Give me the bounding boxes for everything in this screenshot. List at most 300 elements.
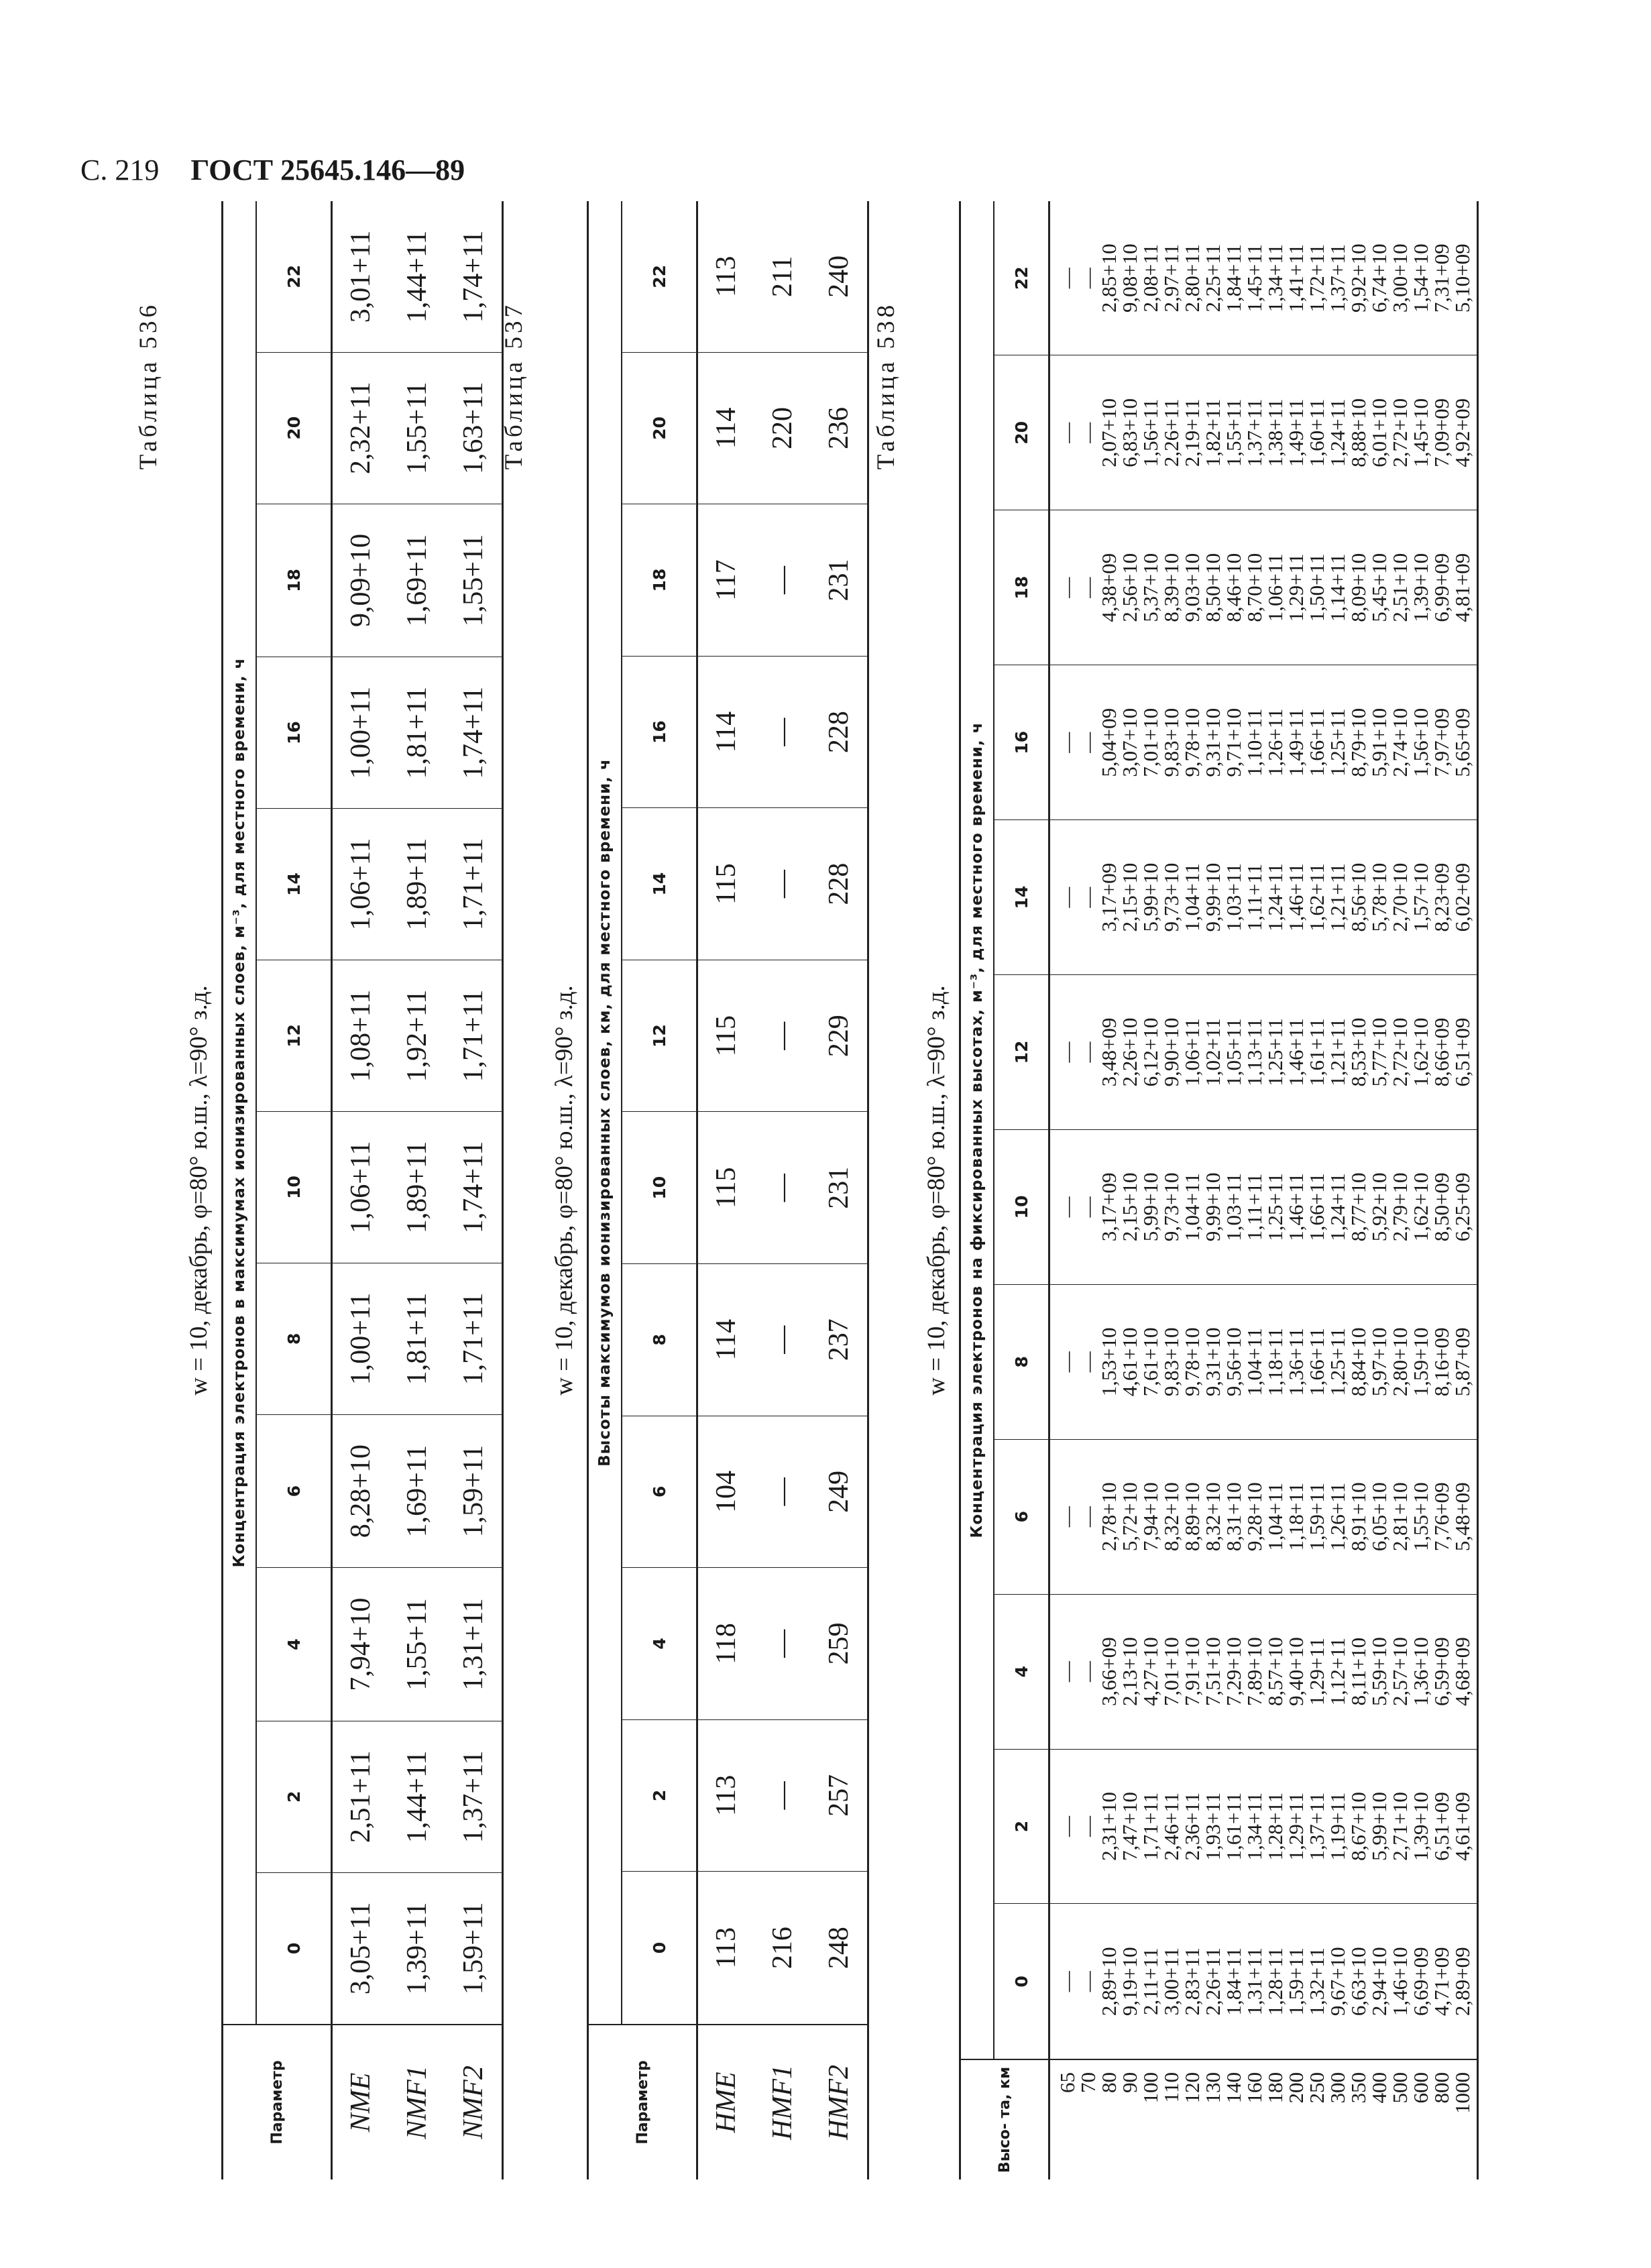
height-column — [1049, 2059, 1478, 2179]
hour-header: 10 — [256, 1111, 332, 1263]
hour-header: 6 — [622, 1416, 697, 1568]
value-cell: 2,26+11 — [1159, 398, 1183, 467]
value-cell: 1,71+11 — [445, 960, 503, 1112]
value-cell: 9,99+10 — [1201, 1172, 1225, 1242]
value-cell: 1,89+11 — [389, 809, 445, 960]
hour-header: 10 — [994, 1129, 1049, 1284]
hour-header: 2 — [256, 1721, 332, 1872]
value-cell: 1,82+11 — [1201, 398, 1225, 467]
value-column — [1049, 201, 1478, 355]
value-cell: 1,24+11 — [1326, 398, 1349, 467]
hour-header: 8 — [256, 1263, 332, 1414]
table-538 — [959, 201, 1479, 2179]
value-cell: 2,56+10 — [1118, 553, 1141, 622]
value-cell: 5,78+10 — [1367, 862, 1391, 932]
hour-header: 6 — [994, 1439, 1049, 1594]
value-cell: 1,14+11 — [1326, 553, 1349, 622]
hour-header: 22 — [994, 201, 1049, 355]
value-cell: 1,31+11 — [1243, 1947, 1266, 2016]
height-value: 160 — [1243, 2072, 1266, 2104]
value-cell: 9,73+10 — [1159, 1172, 1183, 1242]
value-cell: 2,31+10 — [1097, 1792, 1121, 1861]
value-cell: 1,19+11 — [1326, 1792, 1349, 1861]
value-cell: 114 — [697, 656, 755, 808]
value-cell: 1,18+11 — [1284, 1482, 1308, 1551]
value-cell: 1,37+11 — [1305, 1792, 1328, 1861]
value-cell: 1,92+11 — [389, 960, 445, 1112]
value-cell: 1,46+10 — [1388, 1947, 1412, 2017]
table-537-hour-row — [622, 201, 697, 2179]
table-538-group-header: Концентрация электронов на фиксированных высотах, м⁻³, для местного времени, ч — [960, 201, 994, 2059]
param-name: NMF2 — [445, 2025, 503, 2179]
value-cell: 2,70+10 — [1388, 862, 1412, 932]
value-cell: 8,89+10 — [1180, 1482, 1204, 1552]
hour-header: 8 — [994, 1284, 1049, 1439]
value-cell: 6,69+09 — [1409, 1947, 1432, 2017]
value-cell: 5,99+10 — [1367, 1792, 1391, 1861]
value-cell: 1,74+11 — [445, 1111, 503, 1263]
hour-header: 22 — [256, 201, 332, 352]
value-cell: 8,77+10 — [1347, 1172, 1370, 1242]
height-value: 80 — [1097, 2072, 1121, 2093]
value-cell: 5,04+09 — [1097, 707, 1121, 777]
value-cell: 2,79+10 — [1388, 1172, 1412, 1242]
value-cell: 1,63+11 — [445, 352, 503, 504]
value-cell: 8,57+10 — [1263, 1637, 1287, 1706]
height-value: 350 — [1347, 2072, 1370, 2104]
value-cell: 7,09+09 — [1430, 398, 1453, 467]
value-cell: 9,31+10 — [1201, 707, 1225, 777]
value-cell: 3,17+09 — [1097, 1172, 1121, 1242]
height-value: 1000 — [1450, 2072, 1474, 2114]
value-cell: 1,71+11 — [445, 1263, 503, 1414]
value-cell: 1,59+11 — [445, 1414, 503, 1567]
value-cell: 2,07+10 — [1097, 398, 1121, 467]
value-cell: 8,53+10 — [1347, 1017, 1370, 1087]
hour-header: 2 — [994, 1749, 1049, 1904]
hour-header: 10 — [622, 1112, 697, 1264]
value-cell: — — [1076, 577, 1100, 598]
value-cell: 7,51+10 — [1201, 1637, 1225, 1706]
value-cell: 1,55+10 — [1409, 1482, 1432, 1552]
value-cell: 1,06+11 — [332, 809, 390, 960]
value-cell: 7,01+10 — [1159, 1637, 1183, 1706]
value-cell: 1,29+11 — [1284, 553, 1308, 622]
table-537-group-header: Высоты максимумов ионизированных слоев, км, для местного времени, ч — [588, 201, 622, 2025]
table-536-caption: Таблица 536 — [135, 302, 162, 470]
value-cell: 257 — [811, 1719, 868, 1872]
value-cell: 1,12+11 — [1326, 1637, 1349, 1706]
value-cell: — — [1056, 1196, 1079, 1218]
value-cell: 4,92+09 — [1450, 398, 1474, 467]
value-cell: 1,06+11 — [332, 1111, 390, 1263]
table-536-title: w = 10, декабрь, φ=80° ю.ш., λ=90° з.д. — [185, 985, 213, 1396]
value-cell: 1,66+11 — [1305, 708, 1328, 777]
value-cell: 2,46+11 — [1159, 1792, 1183, 1861]
height-value: 400 — [1367, 2072, 1391, 2104]
hour-header: 0 — [994, 1904, 1049, 2059]
value-cell: 9,83+10 — [1159, 707, 1183, 777]
value-cell: 240 — [811, 201, 868, 352]
value-cell: 1,57+10 — [1409, 862, 1432, 932]
hour-header: 18 — [994, 510, 1049, 665]
value-cell: 1,62+10 — [1409, 1017, 1432, 1087]
value-cell: 9,67+10 — [1326, 1947, 1349, 2017]
value-cell: 2,26+10 — [1118, 1017, 1141, 1087]
value-cell: — — [754, 656, 811, 808]
standard-number: ГОСТ 25645.146—89 — [190, 154, 465, 186]
value-cell: 1,53+10 — [1097, 1327, 1121, 1397]
value-cell: 220 — [754, 352, 811, 504]
table-536-body — [332, 201, 503, 2179]
value-cell: 6,74+10 — [1367, 243, 1391, 313]
value-cell: 2,51+11 — [332, 1721, 390, 1872]
value-cell: 5,87+09 — [1450, 1327, 1474, 1397]
value-cell: 104 — [697, 1416, 755, 1568]
value-cell: 3,66+09 — [1097, 1637, 1121, 1706]
value-cell: 1,56+11 — [1139, 398, 1162, 467]
value-cell: — — [754, 1264, 811, 1416]
value-cell: 5,99+10 — [1139, 862, 1162, 932]
value-cell: 1,56+10 — [1409, 707, 1432, 777]
value-column — [1049, 820, 1478, 975]
value-cell: 2,80+11 — [1180, 243, 1204, 313]
value-cell: 1,55+11 — [389, 1568, 445, 1721]
value-cell: 6,83+10 — [1118, 398, 1141, 467]
hour-header: 4 — [256, 1568, 332, 1721]
value-cell: 8,84+10 — [1347, 1327, 1370, 1397]
param-name: NME — [332, 2025, 390, 2179]
value-cell: 1,32+11 — [1305, 1947, 1328, 2016]
value-cell: 1,61+11 — [1222, 1792, 1245, 1861]
value-cell: 1,37+11 — [1243, 398, 1266, 467]
value-cell: 1,46+11 — [1284, 1018, 1308, 1086]
value-cell: 1,93+11 — [1201, 1792, 1225, 1861]
value-cell: 1,04+11 — [1263, 1482, 1287, 1551]
page-number: С. 219 — [80, 154, 160, 186]
value-cell: 1,25+11 — [1326, 1328, 1349, 1396]
value-cell: 9,03+10 — [1180, 553, 1204, 622]
value-cell: 1,55+11 — [445, 504, 503, 657]
value-cell: 5,72+10 — [1118, 1482, 1141, 1552]
value-cell: 118 — [697, 1568, 755, 1720]
value-cell: 1,03+11 — [1222, 863, 1245, 931]
value-cell: 1,36+10 — [1409, 1637, 1432, 1706]
value-cell: 113 — [697, 201, 755, 352]
value-cell: 1,55+11 — [389, 352, 445, 504]
value-cell: 1,69+11 — [389, 1414, 445, 1567]
table-537 — [587, 201, 869, 2179]
value-cell: 7,91+10 — [1180, 1637, 1204, 1706]
value-cell: 8,50+10 — [1201, 553, 1225, 622]
value-cell: 1,31+11 — [445, 1568, 503, 1721]
value-cell: — — [1056, 1041, 1079, 1063]
value-cell: — — [1076, 887, 1100, 908]
value-cell: 1,59+11 — [1305, 1482, 1328, 1551]
value-cell: 1,61+11 — [1305, 1018, 1328, 1086]
hour-header: 18 — [256, 504, 332, 657]
value-cell: 1,29+11 — [1305, 1637, 1328, 1706]
value-cell: 1,66+11 — [1305, 1328, 1328, 1396]
hour-header: 16 — [622, 656, 697, 808]
value-cell: 6,05+10 — [1367, 1482, 1391, 1552]
value-cell: 1,34+11 — [1243, 1792, 1266, 1861]
hour-header: 4 — [994, 1594, 1049, 1749]
value-cell: 3,05+11 — [332, 1872, 390, 2025]
value-cell: 5,45+10 — [1367, 553, 1391, 622]
hour-header: 22 — [622, 201, 697, 352]
value-cell: 1,50+11 — [1305, 553, 1328, 622]
value-cell: 1,49+11 — [1284, 708, 1308, 777]
value-cell: 8,70+10 — [1243, 553, 1266, 622]
table-537-caption: Таблица 537 — [500, 302, 528, 470]
value-cell: 236 — [811, 352, 868, 504]
value-cell: 1,02+11 — [1201, 1018, 1225, 1086]
value-cell: 6,63+10 — [1347, 1947, 1370, 2017]
table-536-hour-row — [256, 201, 332, 2179]
value-cell: 1,59+11 — [445, 1872, 503, 2025]
param-name: HME — [697, 2025, 755, 2179]
value-cell: 8,31+10 — [1222, 1482, 1245, 1552]
value-cell: 9,09+10 — [332, 504, 390, 657]
value-cell: 1,60+11 — [1305, 398, 1328, 467]
value-column — [1049, 1129, 1478, 1284]
hour-header: 14 — [256, 809, 332, 960]
value-cell: 7,61+10 — [1139, 1327, 1162, 1397]
value-cell: 1,54+10 — [1409, 243, 1432, 313]
value-cell: 7,94+10 — [332, 1568, 390, 1721]
value-cell: 3,00+10 — [1388, 243, 1412, 313]
value-cell: 1,26+11 — [1263, 708, 1287, 777]
height-value: 100 — [1139, 2072, 1162, 2104]
value-cell: 9,19+10 — [1118, 1947, 1141, 2017]
value-cell: — — [1076, 1351, 1100, 1373]
value-cell: 216 — [754, 1872, 811, 2025]
value-cell: 115 — [697, 960, 755, 1112]
value-cell: 1,25+11 — [1326, 708, 1349, 777]
value-cell: 113 — [697, 1872, 755, 2025]
value-cell: 5,97+10 — [1367, 1327, 1391, 1397]
value-cell: 1,46+11 — [1284, 1173, 1308, 1241]
value-cell: 4,61+10 — [1118, 1327, 1141, 1397]
value-cell: 5,91+10 — [1367, 707, 1391, 777]
value-cell: 1,89+11 — [389, 1111, 445, 1263]
value-cell: 1,39+10 — [1409, 1792, 1432, 1861]
value-cell: 5,48+09 — [1450, 1482, 1474, 1552]
value-cell: — — [754, 1416, 811, 1568]
value-cell: 2,08+11 — [1139, 243, 1162, 313]
value-cell: 8,79+10 — [1347, 707, 1370, 777]
value-cell: 8,32+10 — [1201, 1482, 1225, 1552]
value-cell: — — [754, 1568, 811, 1720]
value-cell: 2,81+10 — [1388, 1482, 1412, 1552]
height-value: 70 — [1076, 2072, 1100, 2093]
value-cell: 1,39+10 — [1409, 553, 1432, 622]
value-column — [1049, 1904, 1478, 2059]
hour-header: 20 — [622, 352, 697, 504]
height-value: 800 — [1430, 2072, 1453, 2104]
value-cell: 9,40+10 — [1284, 1637, 1308, 1706]
param-name: HMF1 — [754, 2025, 811, 2179]
value-cell: 1,71+11 — [1139, 1792, 1162, 1861]
value-cell: 1,72+11 — [1305, 243, 1328, 313]
value-cell: 229 — [811, 960, 868, 1112]
value-cell: 1,44+11 — [389, 1721, 445, 1872]
param-name: NMF1 — [389, 2025, 445, 2179]
value-cell: 1,28+11 — [1263, 1792, 1287, 1861]
value-cell: 9,90+10 — [1159, 1017, 1183, 1087]
value-cell: 6,59+09 — [1430, 1637, 1453, 1706]
value-column — [1049, 975, 1478, 1130]
value-cell: 7,76+09 — [1430, 1482, 1453, 1552]
value-column — [1049, 1439, 1478, 1594]
value-cell: 9,83+10 — [1159, 1327, 1183, 1397]
value-cell: 228 — [811, 656, 868, 808]
value-cell: 237 — [811, 1264, 868, 1416]
value-cell: 1,45+10 — [1409, 398, 1432, 467]
value-cell: — — [1056, 887, 1079, 908]
value-cell: 9,31+10 — [1201, 1327, 1225, 1397]
table-537-param-header: Параметр — [588, 2025, 697, 2179]
value-cell: 4,38+09 — [1097, 553, 1121, 622]
value-cell: 4,27+10 — [1139, 1637, 1162, 1706]
value-cell: — — [1076, 1041, 1100, 1063]
value-cell: 6,12+10 — [1139, 1017, 1162, 1087]
value-cell: 1,74+11 — [445, 201, 503, 352]
value-cell: 8,46+10 — [1222, 553, 1245, 622]
value-cell: 117 — [697, 504, 755, 657]
value-cell: — — [1056, 577, 1079, 598]
value-cell: 7,31+09 — [1430, 243, 1453, 313]
value-cell: — — [754, 1112, 811, 1264]
value-cell: — — [1056, 268, 1079, 289]
table-538-body — [1049, 201, 1478, 2179]
value-cell: 2,36+11 — [1180, 1792, 1204, 1861]
hour-header: 6 — [256, 1414, 332, 1567]
value-cell: 7,97+09 — [1430, 707, 1453, 777]
value-cell: 259 — [811, 1568, 868, 1720]
value-cell: 9,28+10 — [1243, 1482, 1266, 1552]
value-cell: 1,36+11 — [1284, 1328, 1308, 1396]
value-cell: — — [1076, 1971, 1100, 1992]
value-cell: 3,07+10 — [1118, 707, 1141, 777]
value-column — [1049, 510, 1478, 665]
hour-header: 16 — [256, 657, 332, 809]
table-537-title: w = 10, декабрь, φ=80° ю.ш., λ=90° з.д. — [551, 985, 578, 1396]
value-cell: 6,51+09 — [1430, 1792, 1453, 1861]
hour-header: 12 — [622, 960, 697, 1112]
value-cell: 8,09+10 — [1347, 553, 1370, 622]
table-row — [332, 201, 390, 2179]
hour-header: 20 — [256, 352, 332, 504]
value-column — [1049, 355, 1478, 510]
value-cell: 2,71+10 — [1388, 1792, 1412, 1861]
value-cell: 231 — [811, 504, 868, 657]
table-538-height-header: Высо- та, км — [960, 2059, 1049, 2179]
value-cell: 8,39+10 — [1159, 553, 1183, 622]
hour-header: 0 — [256, 1872, 332, 2025]
value-cell: — — [1076, 732, 1100, 753]
value-cell: 1,59+11 — [1284, 1947, 1308, 2016]
value-cell: 5,77+10 — [1367, 1017, 1391, 1087]
value-cell: 8,16+09 — [1430, 1327, 1453, 1397]
value-cell: 1,84+11 — [1222, 1947, 1245, 2016]
hour-header: 14 — [994, 820, 1049, 975]
value-cell: — — [1076, 268, 1100, 289]
value-cell: 2,89+10 — [1097, 1947, 1121, 2017]
height-value: 200 — [1284, 2072, 1308, 2104]
value-cell: 2,13+10 — [1118, 1637, 1141, 1706]
value-cell: 1,06+11 — [1263, 553, 1287, 622]
value-cell: 1,55+11 — [1222, 398, 1245, 467]
value-cell: 1,46+11 — [1284, 863, 1308, 931]
value-cell: — — [1076, 1661, 1100, 1683]
value-column — [1049, 1594, 1478, 1749]
param-name: HMF2 — [811, 2025, 868, 2179]
value-cell: 114 — [697, 1264, 755, 1416]
value-cell: 2,25+11 — [1201, 243, 1225, 313]
value-cell: 6,01+10 — [1367, 398, 1391, 467]
value-cell: 1,04+11 — [1180, 1173, 1204, 1241]
value-cell: 1,04+11 — [1180, 863, 1204, 931]
value-cell: 2,72+10 — [1388, 398, 1412, 467]
table-536-group-header: Концентрация электронов в максимумах ионизированных слоев, м⁻³, для местного времени, ч — [223, 201, 257, 2025]
table-row — [1049, 201, 1478, 2179]
value-cell: 1,29+11 — [1284, 1792, 1308, 1861]
value-cell: 5,59+10 — [1367, 1637, 1391, 1706]
value-cell: 1,39+11 — [389, 1872, 445, 2025]
value-cell: 8,28+10 — [332, 1414, 390, 1567]
value-cell: 1,45+11 — [1243, 243, 1266, 313]
value-cell: 8,50+09 — [1430, 1172, 1453, 1242]
value-cell: 3,17+09 — [1097, 862, 1121, 932]
value-cell: 5,37+10 — [1139, 553, 1162, 622]
value-cell: 1,18+11 — [1263, 1328, 1287, 1396]
value-cell: 3,00+11 — [1159, 1947, 1183, 2016]
table-536 — [221, 201, 504, 2179]
value-cell: 1,81+11 — [389, 657, 445, 809]
value-cell: 5,92+10 — [1367, 1172, 1391, 1242]
value-cell: 1,38+11 — [1263, 398, 1287, 467]
value-cell: — — [1056, 1506, 1079, 1528]
table-row — [754, 201, 811, 2179]
value-cell: 7,47+10 — [1118, 1792, 1141, 1861]
value-cell: 1,24+11 — [1326, 1173, 1349, 1241]
value-cell: 6,99+09 — [1430, 553, 1453, 622]
value-cell: 1,00+11 — [332, 1263, 390, 1414]
value-cell: 8,67+10 — [1347, 1792, 1370, 1861]
value-cell: 1,00+11 — [332, 657, 390, 809]
value-cell: 6,51+09 — [1450, 1017, 1474, 1087]
value-cell: 8,32+10 — [1159, 1482, 1183, 1552]
value-cell: 1,21+11 — [1326, 863, 1349, 931]
height-value: 250 — [1305, 2072, 1328, 2104]
value-cell: 1,24+11 — [1263, 863, 1287, 931]
value-cell: — — [754, 504, 811, 657]
hour-header: 2 — [622, 1719, 697, 1872]
value-cell: 1,84+11 — [1222, 243, 1245, 313]
value-column — [1049, 1284, 1478, 1439]
value-cell: 1,13+11 — [1243, 1018, 1266, 1086]
value-cell: — — [754, 960, 811, 1112]
value-column — [1049, 665, 1478, 820]
value-cell: — — [1076, 422, 1100, 443]
value-cell: 4,68+09 — [1450, 1637, 1474, 1706]
value-cell: 4,61+09 — [1450, 1792, 1474, 1861]
value-cell: 1,49+11 — [1284, 398, 1308, 467]
value-cell: 7,89+10 — [1243, 1637, 1266, 1706]
value-cell: 1,06+11 — [1180, 1018, 1204, 1086]
